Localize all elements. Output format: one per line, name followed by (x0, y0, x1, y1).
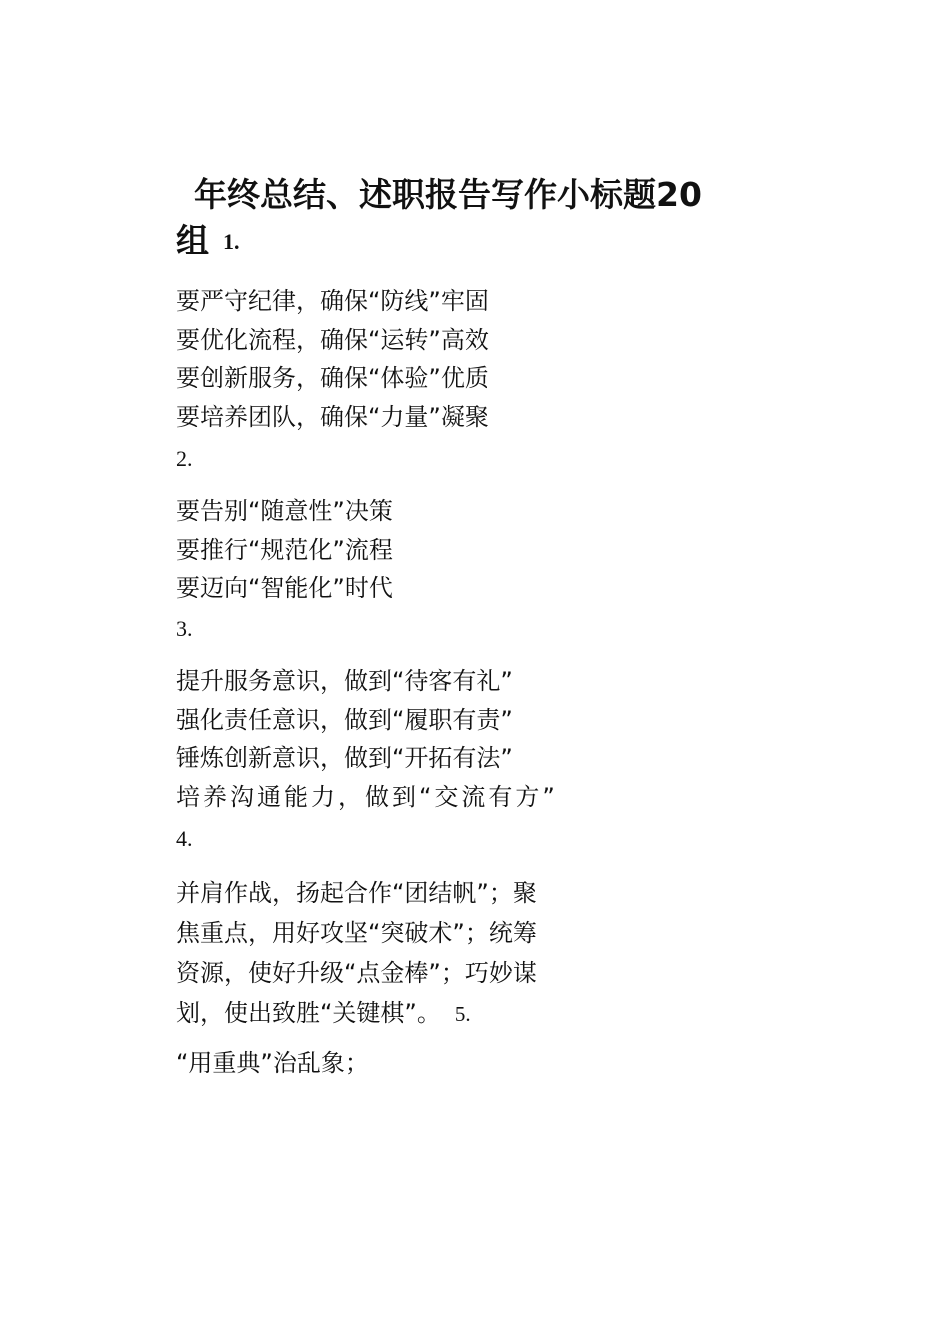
section-1-line: 要培养团队，确保“力量”凝聚 (176, 402, 489, 431)
section-2 (176, 492, 736, 608)
section-2-line: 要告别“随意性”决策 (176, 497, 393, 525)
section-4-line: 资源，使好升级“点金棒”；巧妙谋 (176, 959, 537, 987)
item-number-1: 1. (223, 229, 240, 254)
section-5 (176, 1044, 736, 1083)
section-1-line: 要优化流程，确保“运转”高效 (176, 325, 489, 354)
title-line-1: 年终总结、述职报告写作小标题20 (194, 175, 702, 214)
section-4-line (176, 993, 736, 1033)
section-4 (176, 873, 736, 1033)
section-3-line: 强化责任意识，做到“履职有责” (176, 705, 513, 734)
document-title (176, 172, 776, 264)
section-3-line: 锤炼创新意识，做到“开拓有法” (176, 744, 513, 772)
section-3-line: 提升服务意识，做到“待客有礼” (176, 667, 513, 695)
section-5-line: “用重典”治乱象； (176, 1049, 369, 1077)
section-3 (176, 662, 736, 816)
title-line-2-text: 组 (176, 221, 209, 260)
item-number-5: 5. (454, 1002, 471, 1026)
item-number-4: 4. (176, 826, 193, 851)
section-2-line: 要迈向“智能化”时代 (176, 574, 393, 602)
title-line-2 (176, 218, 776, 264)
section-3-line: 培养沟通能力，做到“交流有方” (176, 782, 558, 811)
section-4-line-text: 划，使出致胜“关键棋”。 (176, 999, 441, 1027)
section-1-line: 要严守纪律，确保“防线”牢固 (176, 287, 489, 315)
section-4-line: 焦重点，用好攻坚“突破术”；统筹 (176, 919, 537, 947)
section-1-line: 要创新服务，确保“体验”优质 (176, 364, 489, 392)
section-4-line: 并肩作战，扬起合作“团结帆”；聚 (176, 879, 537, 907)
item-number-3: 3. (176, 616, 193, 641)
section-2-line: 要推行“规范化”流程 (176, 535, 393, 564)
section-1 (176, 282, 736, 436)
item-number-2: 2. (176, 446, 193, 471)
